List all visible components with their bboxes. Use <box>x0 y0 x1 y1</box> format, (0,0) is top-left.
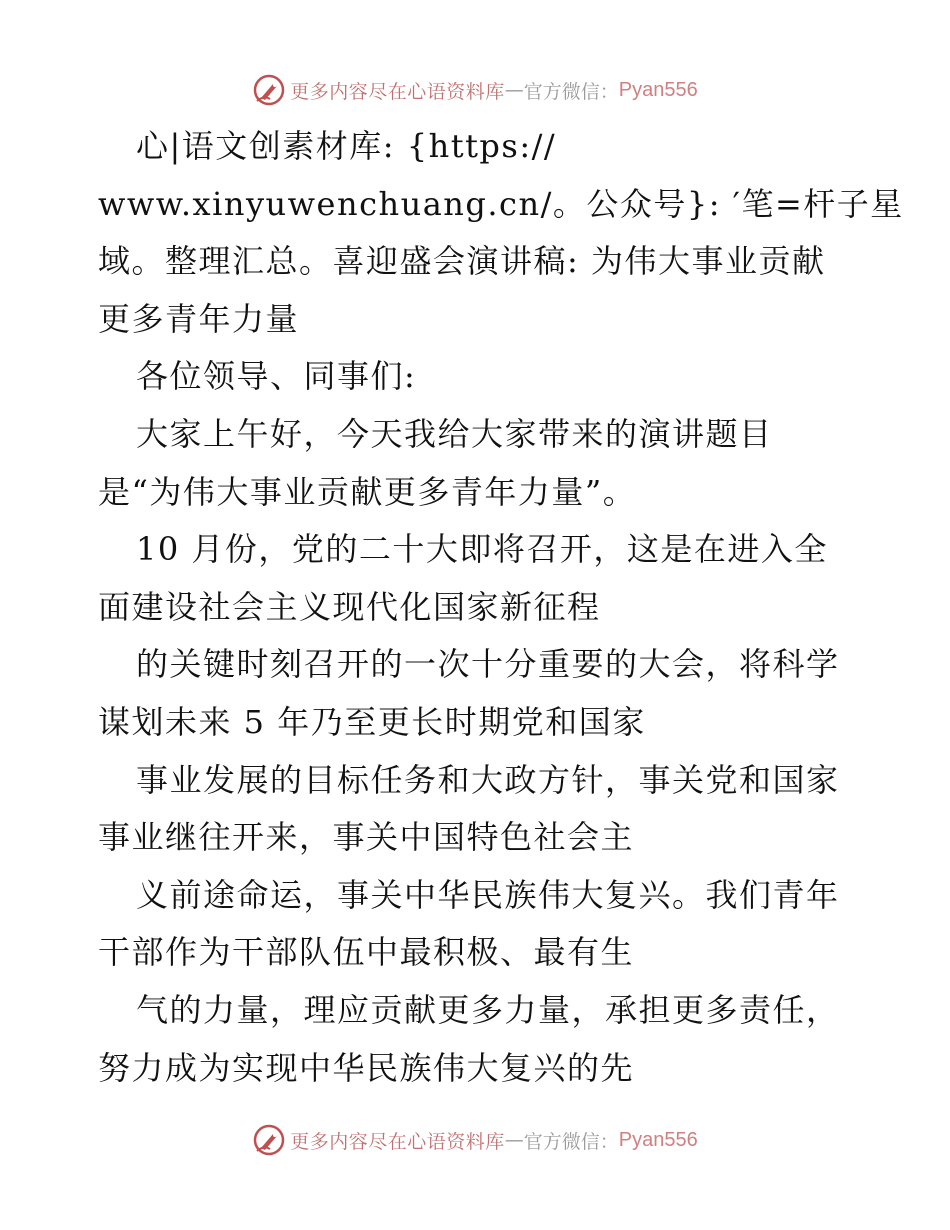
watermark-separator: — <box>504 79 524 101</box>
document-body <box>98 118 904 1097</box>
text-line: 谋划未来 5 年乃至更长时期党和国家 <box>98 702 646 741</box>
pen-nib-logo-icon <box>252 1123 286 1157</box>
text-line: 的关键时刻召开的一次十分重要的大会，将科学 <box>136 645 840 684</box>
text-line: 努力成为实现中华民族伟大复兴的先 <box>98 1048 635 1087</box>
text-line: 10 月份，党的二十大即将召开，这是在进入全 <box>136 530 828 569</box>
watermark-wechat-id: Pyan556 <box>618 78 698 101</box>
watermark-header <box>0 70 950 110</box>
text-line: 义前途命运，事关中华民族伟大复兴。我们青年 <box>136 875 840 914</box>
watermark-separator: — <box>504 1129 524 1151</box>
text-line: 大家上午好，今天我给大家带来的演讲题目 <box>136 414 773 453</box>
watermark-text: 更多内容尽在心语资料库 <box>290 80 505 103</box>
text-line: 面建设社会主义现代化国家新征程 <box>98 587 601 626</box>
text-line: www.xinyuwenchuang.cn/。公众号}: ′笔=杆子星 <box>98 184 904 223</box>
watermark-text: 更多内容尽在心语资料库 <box>290 1130 505 1153</box>
watermark-footer <box>0 1120 950 1160</box>
watermark-wechat-label: 官方微信： <box>523 80 619 103</box>
salutation: 各位领导、同事们: <box>136 357 417 396</box>
text-line: 事业发展的目标任务和大政方针，事关党和国家 <box>136 760 840 799</box>
text-line: 更多青年力量 <box>98 299 300 338</box>
watermark-wechat-label: 官方微信： <box>523 1130 619 1153</box>
text-line: 事业继往开来，事关中国特色社会主 <box>98 818 635 857</box>
text-line: 气的力量，理应贡献更多力量，承担更多责任， <box>136 990 840 1029</box>
text-line: 是“为伟大事业贡献更多青年力量”。 <box>98 472 637 511</box>
pen-nib-logo-icon <box>252 73 286 107</box>
text-line: 域。整理汇总。喜迎盛会演讲稿: 为伟大事业贡献 <box>98 242 826 281</box>
text-line: 心|语文创素材库: {https:// <box>136 127 557 165</box>
text-line: 干部作为干部队伍中最积极、最有生 <box>98 933 635 972</box>
watermark-wechat-id: Pyan556 <box>618 1128 698 1151</box>
